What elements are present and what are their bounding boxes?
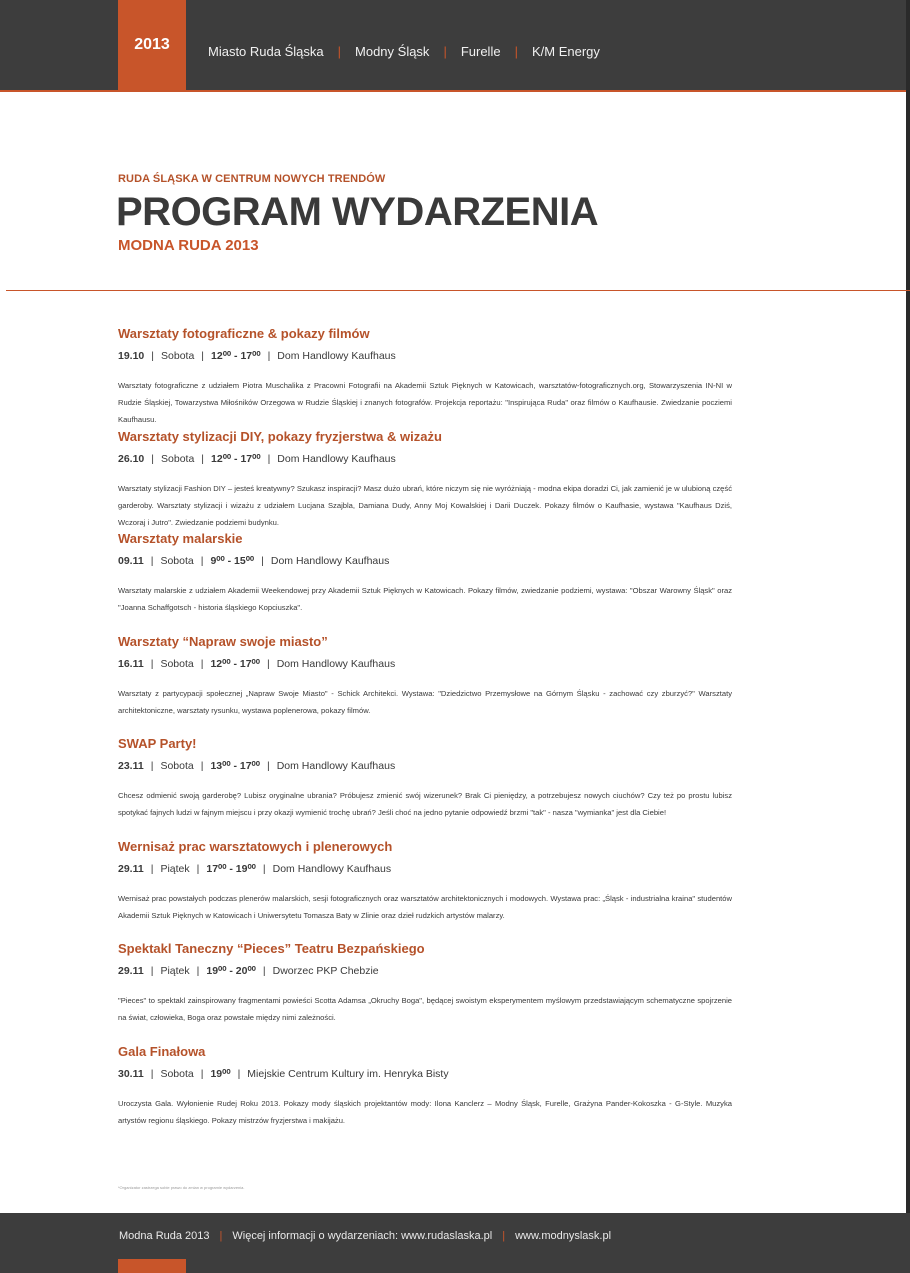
event-meta [118,964,732,978]
footer-separator: | [219,1230,223,1242]
event-title: Spektakl Taneczny “Pieces” Teatru Bezpańskiego [118,941,425,956]
event-time: 12⁰⁰ - 17⁰⁰ [211,452,261,465]
page-title: PROGRAM WYDARZENIA [116,190,599,234]
footer-bar [0,1213,910,1273]
event-date: 29.11 [118,965,144,977]
event-time: 19⁰⁰ - 20⁰⁰ [206,965,256,977]
event-item [118,429,732,532]
event-day: Sobota [161,452,195,465]
meta-separator: | [266,760,270,772]
meta-separator: | [150,555,154,567]
event-title: Warsztaty malarskie [118,531,243,546]
event-description: Uroczysta Gala. Wyłonienie Rudej Roku 2013. Pokazy mody śląskich projektantów mody: Ilona Kanclerz – Modny Śląsk, Furelle, Grażyna Pander-Kokoszka - G-Style. Muzyka artystów regionu śląskiego. Pokazy mistrzów fryzjerstwa i makijażu. [118,1098,732,1125]
hero-kicker: RUDA ŚLĄSKA W CENTRUM NOWYCH TRENDÓW [118,173,386,185]
event-item [118,1044,732,1147]
event-date: 09.11 [118,555,144,567]
nav-item-modny-slask[interactable]: Modny Śląsk [355,44,430,59]
event-place: Dom Handlowy Kaufhaus [276,657,396,670]
footer-link-rudaslaska[interactable]: Więcej informacji o wydarzeniach: www.rudaslaska.pl [232,1230,493,1242]
nav-item-miasto-ruda-slaska[interactable]: Miasto Ruda Śląska [208,44,324,59]
event-day: Sobota [160,1067,194,1080]
event-description: "Pieces" to spektakl zainspirowany fragmentami powieści Scotta Adamsa „Okruchy Boga", będącej swoistym eksperymentem myślowym przedstawiającym schematyczne spojrzenie na świat, człowieka, Boga oraz powstałe między nimi zależności. [118,996,732,1022]
footer-links [119,1230,611,1242]
event-day: Sobota [160,760,194,772]
event-date: 30.11 [118,1067,144,1080]
event-time: 12⁰⁰ - 17⁰⁰ [210,657,260,670]
event-meta [118,452,732,466]
event-description: Chcesz odmienić swoją garderobę? Lubisz oryginalne ubrania? Próbujesz zmienić swój wizerunek? Brak Ci pieniędzy, a potrzebujesz nowych ciuchów? Czy też po prostu lubisz spotykać fajnych ludzi w fajnym miejscu i przy okazji wymienić trochę ubrań? Jeśli choć na jedno pytanie odpowiedź brzmi "tak" - nasza "wymianka" jest dla Ciebie! [118,791,732,817]
event-title: Wernisaż prac warsztatowych i plenerowych [118,838,393,854]
nav-separator: | [514,44,518,59]
event-meta [118,349,732,363]
event-day: Sobota [160,555,194,567]
event-description: Warsztaty malarskie z udziałem Akademii Weekendowej przy Akademii Sztuk Pięknych w Katowicach. Pokazy filmów, zwiedzanie podziemi, wystawa: "Obszar Warowny Śląsk" oraz "Joanna Schaffgotsch - historia śląskiego Kopciuszka". [118,586,732,612]
event-title: Gala Finałowa [118,1043,206,1059]
event-item [118,736,732,839]
event-day: Piątek [160,965,190,977]
meta-separator: | [150,965,154,977]
page-edge [906,0,910,1273]
event-description: Wernisaż prac powstałych podczas plenerów malarskich, sesji fotograficznych oraz warsztatów architektonicznych i modowych. Wystawa prac: „Śląsk - industrialna kraina" studentów Akademii Sztuk Pięknych w Katowicach i Uniwersytetu Tomasza Baty w Zlinie oraz dzieł rudzkich artystów malarzy. [118,893,732,920]
event-time: 17⁰⁰ - 19⁰⁰ [206,862,256,875]
footer-item-modna-ruda: Modna Ruda 2013 [119,1230,210,1242]
meta-separator: | [237,1067,241,1080]
meta-separator: | [262,965,266,977]
event-day: Sobota [160,657,194,670]
top-nav [208,44,600,59]
footer-accent-tab [118,1259,186,1273]
event-place: Dom Handlowy Kaufhaus [277,452,396,465]
top-accent-line [0,90,910,92]
meta-separator: | [267,350,271,362]
event-date: 26.10 [118,452,145,465]
meta-separator: | [196,965,200,977]
event-item [118,326,732,429]
nav-separator: | [337,44,342,59]
event-description: Warsztaty z partycypacji społecznej „Napraw Swoje Miasto" - Schick Architekci. Wystawa: "Dziedzictwo Przemysłowe na Górnym Śląsku - zachować czy zburzyć?" Warsztaty architektoniczne, warsztaty rysunku, wystawa poplenerowa, pokazy filmów. [118,688,732,715]
event-place: Dom Handlowy Kaufhaus [270,555,390,567]
event-title: Warsztaty fotograficzne & pokazy filmów [118,326,370,341]
meta-separator: | [150,1067,154,1080]
meta-separator: | [196,862,200,875]
event-title: SWAP Party! [118,736,197,751]
event-meta [118,657,732,671]
event-description: Warsztaty fotograficzne z udziałem Piotra Muschalika z Pracowni Fotografii na Akademii Sztuk Pięknych w Katowicach, warsztatów-fotograficznych.org, Stowarzyszenia IN-NI w Rudzie Śląskiej, Towarzystwa Miłośników Orzegowa w Rudzie Śląskiej i znanych fotografów. Projekcja reportażu: "Inspirująca Ruda" oraz filmów o Kaufhausie. Zwiedzanie pocziemi Kaufhausu. [118,381,732,424]
nav-separator: | [443,44,447,59]
meta-separator: | [266,657,270,670]
meta-separator: | [200,1067,204,1080]
meta-separator: | [261,555,264,567]
meta-separator: | [200,657,204,670]
section-divider [6,290,910,291]
meta-separator: | [201,452,205,465]
meta-separator: | [151,452,155,465]
event-place: Dom Handlowy Kaufhaus [272,862,392,875]
event-time: 12⁰⁰ - 17⁰⁰ [211,350,261,362]
event-list [118,326,732,1146]
top-bar [0,0,910,90]
event-meta [118,759,732,773]
meta-separator: | [200,760,204,772]
event-date: 16.11 [118,657,144,670]
event-place: Dom Handlowy Kaufhaus [277,350,396,362]
event-time: 13⁰⁰ - 17⁰⁰ [210,760,260,772]
meta-separator: | [150,760,154,772]
event-item [118,839,732,942]
event-date: 19.10 [118,350,145,362]
event-title: Warsztaty “Napraw swoje miasto” [118,633,328,649]
event-item [118,941,732,1044]
footnote: *Organizator zastrzega sobie prawo do zmian w programie wydarzenia. [118,1185,245,1190]
nav-item-km-energy[interactable]: K/M Energy [531,44,600,59]
event-item [118,531,732,634]
page-subtitle: MODNA RUDA 2013 [118,237,259,254]
meta-separator: | [262,862,266,875]
nav-item-furelle[interactable]: Furelle [460,44,501,59]
meta-separator: | [150,862,154,875]
event-meta [118,1067,732,1081]
meta-separator: | [150,657,154,670]
event-day: Sobota [161,350,195,362]
event-time: 19⁰⁰ [210,1067,231,1080]
meta-separator: | [201,350,205,362]
event-place: Dworzec PKP Chebzie [272,965,379,977]
footer-separator: | [502,1230,506,1242]
event-description: Warsztaty stylizacji Fashion DIY – jesteś kreatywny? Szukasz inspiracji? Masz dużo ubrań, które niczym się nie wyróżniają - modna ekipa doradzi Ci, jak zamienić je w ulubioną część garderoby. Warsztaty stylizacji i wizażu z udziałem Lucjana Szajbla, Damiana Dudy, Anny Moj Kowalskiej i Darii Duczek. Pokazy filmów o Kaufhasie, wystawa "Kaufhaus Dziś, Wczoraj i Jutro". Zwiedzanie podziemi budynku. [118,483,732,527]
footer-link-modnyslask[interactable]: www.modnyslask.pl [515,1230,612,1242]
event-place: Dom Handlowy Kaufhaus [276,760,396,772]
event-meta [118,554,732,568]
meta-separator: | [200,555,204,567]
event-place: Miejskie Centrum Kultury im. Henryka Bisty [247,1067,449,1080]
event-item [118,634,732,737]
year-tab: 2013 [118,0,186,90]
meta-separator: | [267,452,271,465]
meta-separator: | [151,350,155,362]
event-date: 23.11 [118,760,144,772]
event-day: Piątek [160,862,190,875]
event-time: 9⁰⁰ - 15⁰⁰ [210,555,255,567]
event-date: 29.11 [118,862,144,875]
event-meta [118,862,732,876]
event-title: Warsztaty stylizacji DIY, pokazy fryzjerstwa & wizażu [118,428,442,444]
